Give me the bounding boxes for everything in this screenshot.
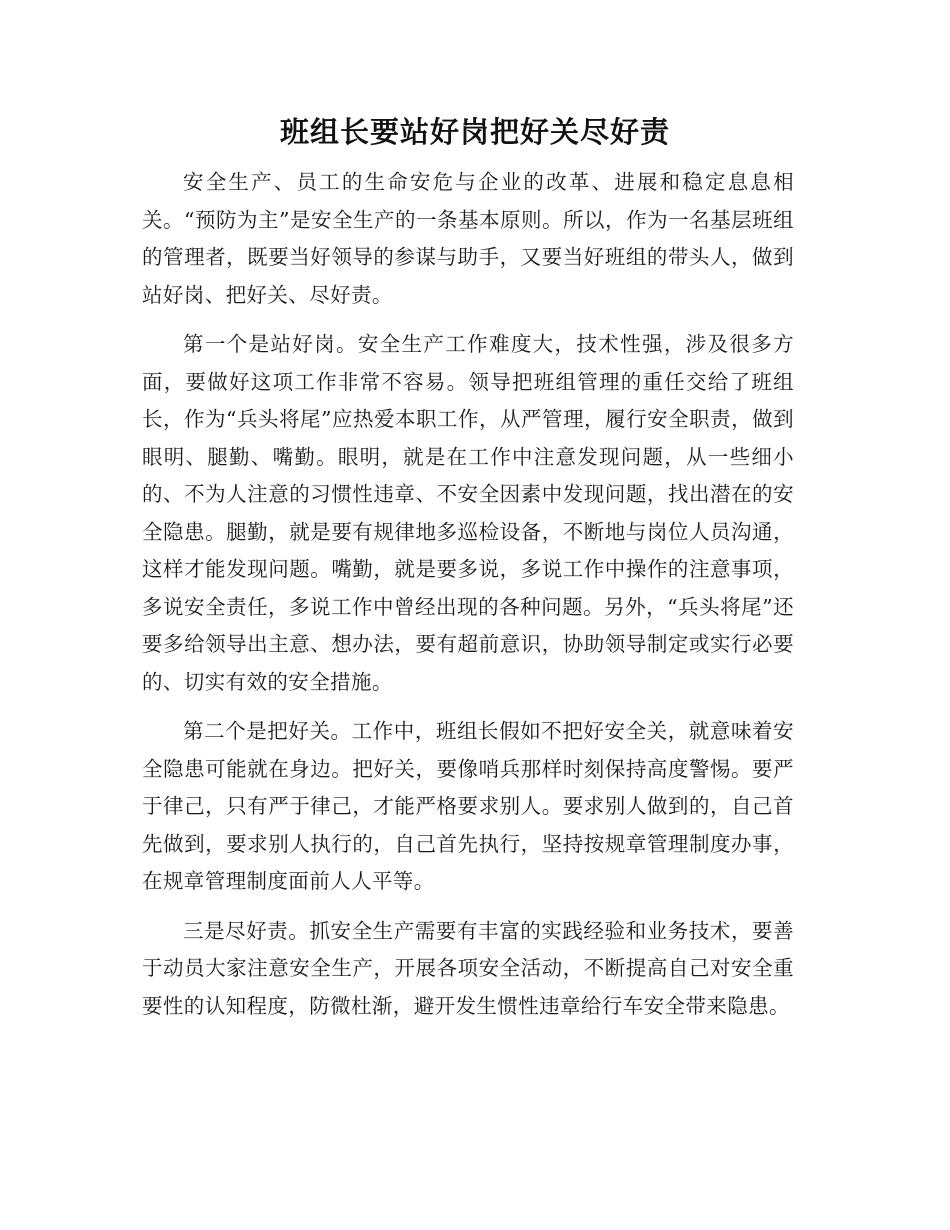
paragraph-fulfill-duty: 三是尽好责。抓安全生产需要有丰富的实践经验和业务技术，要善于动员大家注意安全生产，开展各项安全活动，不断提高自己对安全重要性的认知程度，防微杜渐，避开发生惯性违章给行车安全带来隐患。 [142, 918, 794, 1018]
document-body [142, 164, 794, 1037]
paragraph-guard-gate: 第二个是把好关。工作中，班组长假如不把好安全关，就意味着安全隐患可能就在身边。把好关，要像哨兵那样时刻保持高度警惕。要严于律己，只有严于律己，才能严格要求别人。要求别人做到的，自己首先做到，要求别人执行的，自己首先执行，坚持按规章管理制度办事，在规章管理制度面前人人平等。 [142, 719, 794, 893]
paragraph-stand-post: 第一个是站好岗。安全生产工作难度大，技术性强，涉及很多方面，要做好这项工作非常不容易。领导把班组管理的重任交给了班组长，作为“兵头将尾”应热爱本职工作，从严管理，履行安全职责，做到眼明、腿勤、嘴勤。眼明，就是在工作中注意发现问题，从一些细小的、不为人注意的习惯性违章、不安全因素中发现问题，找出潜在的安全隐患。腿勤，就是要有规律地多巡检设备，不断地与岗位人员沟通，这样才能发现问题。嘴勤，就是要多说，多说工作中操作的注意事项，多说安全责任，多说工作中曾经出现的各种问题。另外，“兵头将尾”还要多给领导出主意、想办法，要有超前意识，协助领导制定或实行必要的、切实有效的安全措施。 [142, 332, 794, 694]
document-title: 班组长要站好岗把好关尽好责 [279, 115, 670, 149]
paragraph-intro: 安全生产、员工的生命安危与企业的改革、进展和稳定息息相关。“预防为主”是安全生产的一条基本原则。所以，作为一名基层班组的管理者，既要当好领导的参谋与助手，又要当好班组的带头人，做到站好岗、把好关、尽好责。 [142, 170, 794, 307]
